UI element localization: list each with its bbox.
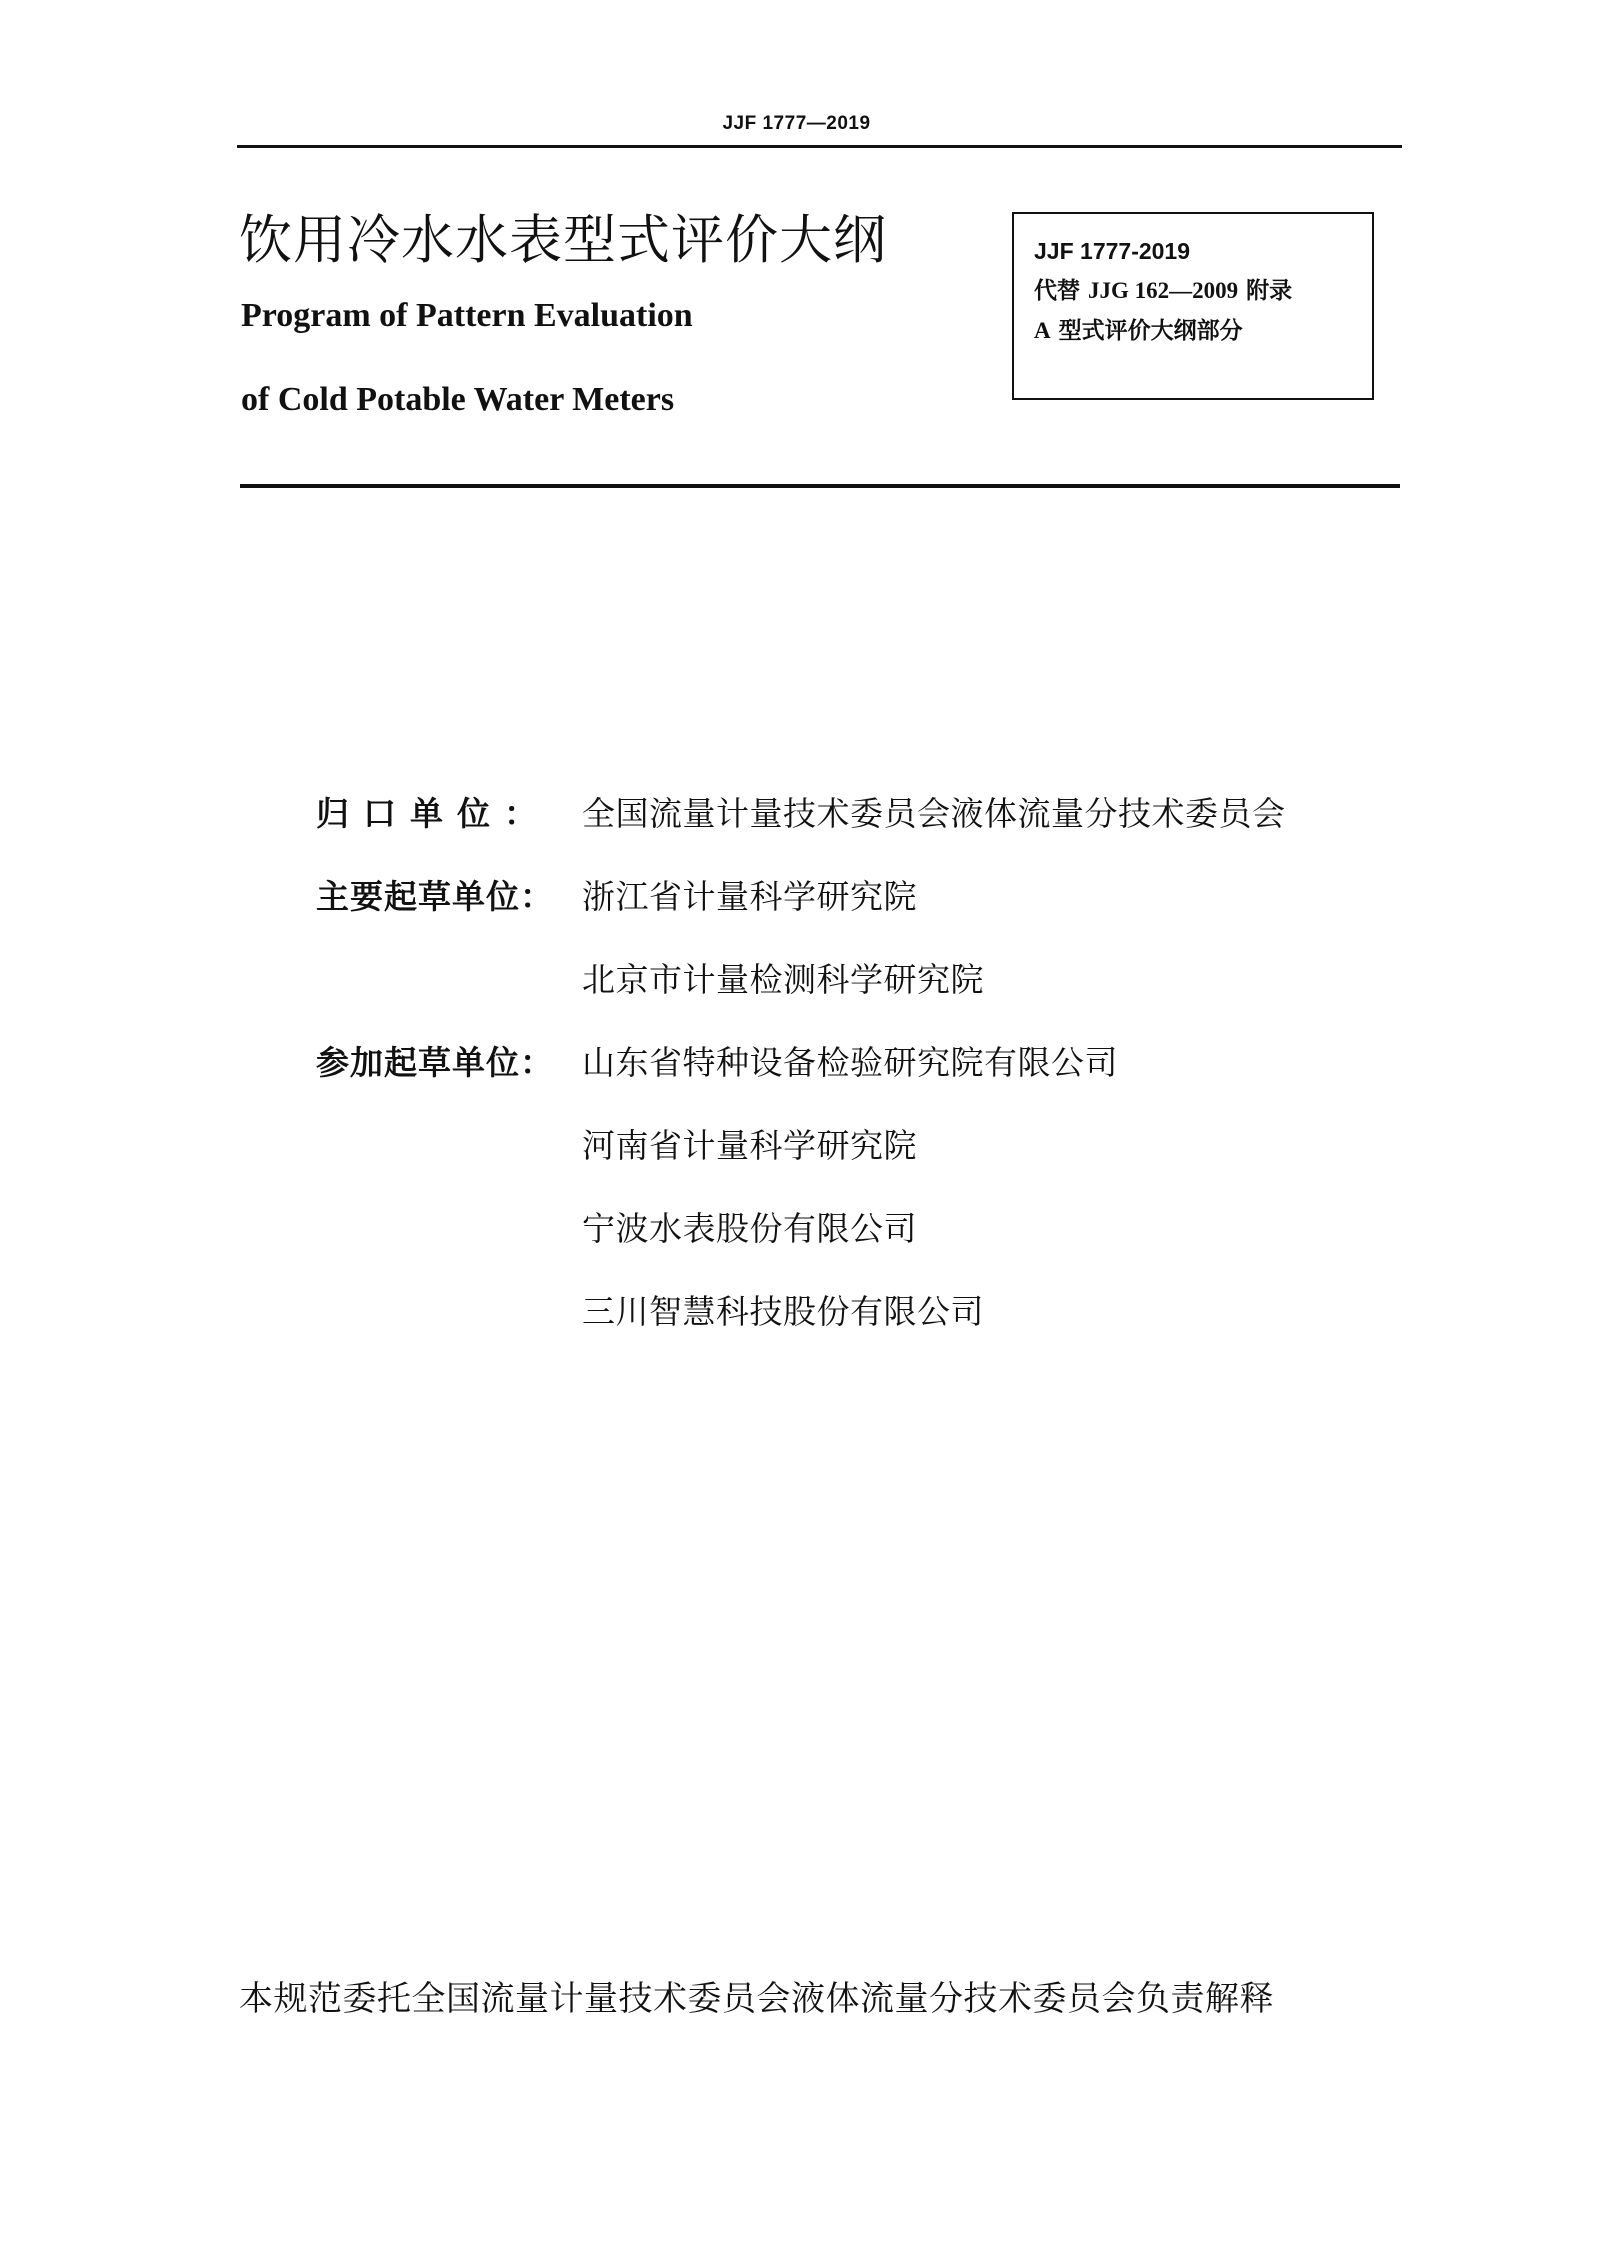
drafting-units-section	[316, 792, 1286, 1373]
participating-unit-value: 山东省特种设备检验研究院有限公司	[582, 1043, 1118, 1082]
main-drafting-unit-row	[316, 875, 1286, 958]
governing-unit-row	[316, 792, 1286, 875]
replaces-suffix: 附录	[1246, 278, 1293, 304]
main-drafting-unit-value: 浙江省计量科学研究院	[582, 877, 917, 916]
title-english-line-1: Program of Pattern Evaluation	[241, 297, 693, 334]
participating-unit-value: 宁波水表股份有限公司	[582, 1209, 917, 1248]
main-drafting-unit-row	[316, 958, 1286, 1041]
appendix-letter: A	[1034, 318, 1051, 343]
participating-unit-row	[316, 1041, 1286, 1124]
title-english-line-2: of Cold Potable Water Meters	[241, 381, 675, 418]
replacement-box-line-2	[1034, 271, 1372, 311]
interpretation-note: 本规范委托全国流量计量技术委员会液体流量分技术委员会负责解释	[239, 1979, 1274, 2019]
top-divider	[237, 145, 1402, 148]
main-drafting-unit-label: 主要起草单位：	[316, 877, 554, 916]
document-code-header: JJF 1777—2019	[722, 113, 871, 134]
replacement-info-box	[1012, 212, 1374, 400]
appendix-description: 型式评价大纲部分	[1058, 318, 1243, 344]
title-chinese: 饮用冷水水表型式评价大纲	[239, 210, 887, 271]
bottom-divider	[240, 484, 1400, 488]
participating-unit-row	[316, 1207, 1286, 1290]
replaced-standard-code: JJG 162—2009	[1088, 278, 1239, 303]
participating-unit-value: 三川智慧科技股份有限公司	[582, 1292, 984, 1331]
participating-unit-value: 河南省计量科学研究院	[582, 1126, 917, 1165]
replacement-box-line-3	[1034, 311, 1372, 351]
main-drafting-unit-value: 北京市计量检测科学研究院	[582, 960, 984, 999]
participating-unit-row	[316, 1290, 1286, 1373]
governing-unit-value: 全国流量计量技术委员会液体流量分技术委员会	[582, 794, 1286, 833]
replaces-prefix: 代替	[1034, 278, 1080, 304]
governing-unit-label: 归口单位：	[316, 794, 551, 833]
participating-unit-label: 参加起草单位：	[316, 1043, 554, 1082]
participating-unit-row	[316, 1124, 1286, 1207]
replacement-box-code: JJF 1777-2019	[1034, 238, 1191, 264]
